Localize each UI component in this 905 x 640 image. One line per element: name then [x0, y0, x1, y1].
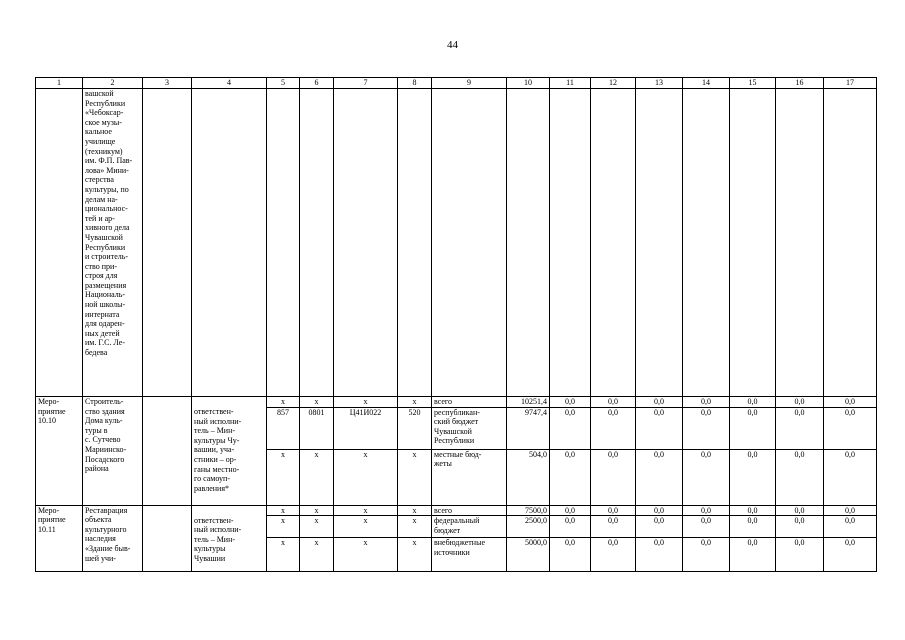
cell-grbs: 857	[267, 407, 300, 449]
cell-value: 0,0	[636, 407, 683, 449]
cell-vr: х	[398, 449, 432, 505]
cell-value: 0,0	[730, 538, 776, 572]
cell-value: 0,0	[683, 449, 730, 505]
col-header: 7	[334, 78, 398, 89]
col-header: 14	[683, 78, 730, 89]
cell-grbs: х	[267, 397, 300, 408]
col-header: 13	[636, 78, 683, 89]
cell-total: 7500,0	[507, 505, 550, 516]
cell-source: республикан- ский бюджет Чувашской Республики	[432, 407, 507, 449]
continued-event-name: вашской Республики «Чебоксар- ское музы- кальное училище (техникум) им. Ф.П. Пав- лова» Мини- стерства культуры, по делам на- циональнос- тей и ар- хивного дела Чувашской Республики и строитель- ство при- строя для размещения Националь- ной школы- интерната для одарен- ных детей им. Г.С. Ле- бедева	[83, 89, 143, 397]
col-header: 6	[300, 78, 334, 89]
cell-source: федеральный бюджет	[432, 516, 507, 538]
cell-csr: х	[334, 516, 398, 538]
cell-value: 0,0	[550, 538, 591, 572]
cell-value: 0,0	[776, 516, 824, 538]
col-header: 2	[83, 78, 143, 89]
cell-value: 0,0	[824, 397, 877, 408]
cell-value: 0,0	[550, 449, 591, 505]
cell-value: 0,0	[824, 407, 877, 449]
cell-value: 0,0	[776, 397, 824, 408]
cell-value: 0,0	[824, 505, 877, 516]
cell-value: 0,0	[683, 505, 730, 516]
cell-value: 0,0	[550, 407, 591, 449]
cell-value: 0,0	[591, 516, 636, 538]
cell-source: всего	[432, 505, 507, 516]
cell-value: 0,0	[591, 449, 636, 505]
cell-value: 0,0	[591, 397, 636, 408]
cell-total: 9747,4	[507, 407, 550, 449]
cell-rzpr: х	[300, 505, 334, 516]
cell-total: 504,0	[507, 449, 550, 505]
cell-value: 0,0	[730, 407, 776, 449]
cell-csr: х	[334, 397, 398, 408]
event-name: Реставрация объекта культурного наследия «Здание быв- шей учи-	[83, 505, 143, 572]
cell-value: 0,0	[730, 449, 776, 505]
cell-vr: 520	[398, 407, 432, 449]
cell-grbs: х	[267, 516, 300, 538]
cell-value: 0,0	[550, 397, 591, 408]
cell-value: 0,0	[636, 397, 683, 408]
budget-table	[35, 77, 877, 572]
page-number: 44	[447, 39, 458, 51]
cell-csr: х	[334, 538, 398, 572]
cell-rzpr: х	[300, 449, 334, 505]
event-id: Меро- приятие 10.10	[36, 397, 83, 506]
cell-value: 0,0	[683, 538, 730, 572]
table-row	[36, 505, 877, 516]
cell-value: 0,0	[636, 449, 683, 505]
cell-grbs: х	[267, 505, 300, 516]
cell-value: 0,0	[824, 538, 877, 572]
cell-total: 2500,0	[507, 516, 550, 538]
event-executor: ответствен- ный исполни- тель – Мин- культуры Чувашии	[192, 516, 267, 572]
cell-value: 0,0	[550, 516, 591, 538]
event-executor: ответствен- ный исполни- тель – Мин- культуры Чу- вашии, уча- стники – ор- ганы местно- го самоуп- равления*	[192, 407, 267, 505]
cell-value: 0,0	[824, 449, 877, 505]
cell-vr: х	[398, 505, 432, 516]
cell-value: 0,0	[683, 516, 730, 538]
cell-rzpr: х	[300, 538, 334, 572]
cell-csr: х	[334, 505, 398, 516]
col-header: 11	[550, 78, 591, 89]
cell-rzpr: х	[300, 397, 334, 408]
cell-value: 0,0	[730, 516, 776, 538]
cell-source: всего	[432, 397, 507, 408]
col-header: 17	[824, 78, 877, 89]
cell-csr: Ц41И022	[334, 407, 398, 449]
cell-value: 0,0	[636, 538, 683, 572]
cell-value: 0,0	[824, 516, 877, 538]
cell-value: 0,0	[591, 407, 636, 449]
col-header: 9	[432, 78, 507, 89]
cell-vr: х	[398, 516, 432, 538]
cell-vr: х	[398, 397, 432, 408]
cell-total: 5000,0	[507, 538, 550, 572]
cell-value: 0,0	[776, 407, 824, 449]
cell-value: 0,0	[683, 407, 730, 449]
cell-rzpr: 0801	[300, 407, 334, 449]
col-header: 12	[591, 78, 636, 89]
cell-csr: х	[334, 449, 398, 505]
cell-value: 0,0	[683, 397, 730, 408]
col-header: 3	[143, 78, 192, 89]
col-header: 4	[192, 78, 267, 89]
continuation-row	[36, 89, 877, 397]
cell-value: 0,0	[636, 516, 683, 538]
cell-value: 0,0	[730, 397, 776, 408]
cell-value: 0,0	[636, 505, 683, 516]
cell-source: внебюджетные источники	[432, 538, 507, 572]
col-header: 15	[730, 78, 776, 89]
cell-value: 0,0	[591, 505, 636, 516]
cell-value: 0,0	[776, 449, 824, 505]
col-header: 8	[398, 78, 432, 89]
cell-value: 0,0	[591, 538, 636, 572]
cell-grbs: х	[267, 449, 300, 505]
cell-vr: х	[398, 538, 432, 572]
header-row	[36, 78, 877, 89]
cell-value: 0,0	[776, 505, 824, 516]
cell-rzpr: х	[300, 516, 334, 538]
col-header: 1	[36, 78, 83, 89]
table-row	[36, 397, 877, 408]
cell-source: местные бюд- жеты	[432, 449, 507, 505]
cell-value: 0,0	[776, 538, 824, 572]
event-id: Меро- приятие 10.11	[36, 505, 83, 572]
event-name: Строитель- ство здания Дома куль- туры в с. Сутчево Мариинско- Посадского района	[83, 397, 143, 506]
cell-grbs: х	[267, 538, 300, 572]
cell-value: 0,0	[730, 505, 776, 516]
cell-value: 0,0	[550, 505, 591, 516]
cell-total: 10251,4	[507, 397, 550, 408]
col-header: 10	[507, 78, 550, 89]
col-header: 5	[267, 78, 300, 89]
col-header: 16	[776, 78, 824, 89]
